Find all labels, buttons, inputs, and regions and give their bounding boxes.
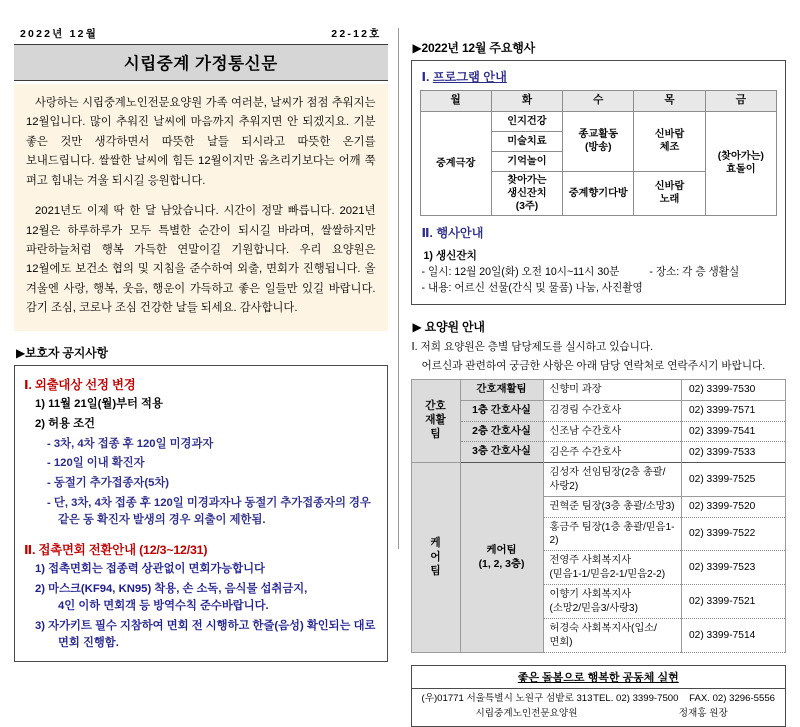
table-row	[411, 380, 786, 401]
cell-tue-program-2: 미술치료	[491, 131, 562, 151]
contact-phone: 02) 3399-7522	[682, 517, 786, 551]
footer-fax: FAX. 02) 3296-5556	[689, 693, 775, 705]
event-location: - 장소: 각 층 생활실	[649, 265, 740, 278]
cell-tue-program-1: 인지건강	[491, 111, 562, 131]
table-row	[411, 421, 786, 442]
team-label-nursing: 간호 재활 팀	[411, 380, 460, 463]
right-column	[405, 26, 787, 719]
notice-item: - 120일 이내 확진자	[47, 457, 145, 470]
team-label-care: 케 어 팀	[411, 463, 460, 653]
notice-item: 같은 동 확진자 발생의 경우 외출이 제한됨.	[58, 514, 266, 527]
events-heading: ▶2022년 12월 주요행사	[412, 41, 535, 55]
contact-phone: 02) 3399-7525	[682, 463, 786, 497]
contact-name: 김성자 선임팀장(2층 총괄/사랑2)	[543, 463, 682, 497]
notice-item: - 동절기 추가접종자(5차)	[47, 477, 170, 490]
contact-name: 권혁준 팀장(3층 총괄/소망3)	[543, 497, 682, 517]
intro-paragraph-1: 사랑하는 시립중계노인전문요양원 가족 여러분, 날씨가 점점 추워지는 12월입니다. 많이 추워진 날씨에 마음까지 추워지면 안 되겠지요. 기분 좋은 것만 생각하면서 따뜻한 날들 되시라고 따뜻한 온기를 보내드립니다. 쌀쌀한 날씨에 힘든 12월이지만 움츠리기보다는 어깨 쭉 펴고 힘내는 겨울 되시길 응원합니다.	[26, 97, 376, 187]
contact-phone: 02) 3399-7530	[682, 380, 786, 401]
contact-phone: 02) 3399-7523	[682, 551, 786, 585]
contact-phone: 02) 3399-7541	[682, 421, 786, 442]
notice-item: 4인 이하 면회객 등 방역수칙 준수바랍니다.	[58, 600, 269, 613]
contact-name: 이향기 사회복지사 (소망2/믿음3/사랑3)	[543, 585, 682, 619]
contact-phone: 02) 3399-7514	[682, 619, 786, 653]
notice-item: - 단, 3차, 4차 접종 후 120일 미경과자나 동절기 추가접종자의 경우	[47, 497, 371, 510]
role-label-care-team: 케어팀 (1, 2, 3층)	[460, 463, 543, 653]
contact-name: 전영주 사회복지사 (믿음1-1/믿음2-1/믿음2-2)	[543, 551, 682, 585]
contact-name: 신향미 과장	[543, 380, 682, 401]
guardian-notice-heading: ▶보호자 공지사항	[16, 345, 108, 360]
contact-phone: 02) 3399-7521	[682, 585, 786, 619]
event-content: - 내용: 어르신 선물(간식 및 물품) 나눔, 사진촬영	[421, 282, 643, 295]
role-label: 1층 간호사실	[460, 400, 543, 421]
contact-name: 김경림 수간호사	[543, 400, 682, 421]
cell-fri-program: (찾아가는) 효돌이	[705, 111, 776, 215]
notice-item: 3) 자가키트 필수 지참하여 면회 전 시행하고 한줄(음성) 확인되는 대로	[35, 620, 376, 633]
footer-slogan	[412, 666, 786, 689]
contact-name: 허경숙 사회복지사(입소/면회)	[543, 619, 682, 653]
footer-slogan-text: 좋은 돌봄으로 행복한 공동체 실현	[517, 672, 679, 685]
event-section-label: 행사안내	[436, 225, 484, 240]
event-detail-content-row	[422, 281, 778, 296]
event-datetime: - 일시: 12월 20일(화) 오전 10시~11시 30분	[421, 265, 620, 278]
cell-wed-program-1: 종교활동 (방송)	[563, 111, 634, 171]
footer-address: (우)01771 서울특별시 노원구 섬밭로 313	[421, 693, 593, 705]
notice-item: 1) 11월 21일(월)부터 적용	[35, 397, 163, 410]
notice-item: 2) 허용 조건	[35, 417, 95, 430]
cell-mon-program: 중계극장	[420, 111, 491, 215]
footer-tel: TEL. 02) 3399-7500	[593, 693, 679, 705]
contact-phone: 02) 3399-7520	[682, 497, 786, 517]
left-column	[14, 26, 396, 649]
column-divider	[398, 28, 399, 549]
care-guide-block	[411, 339, 787, 653]
footer-tel-fax	[593, 692, 775, 707]
event-detail-datetime-row	[422, 265, 778, 280]
contact-phone: 02) 3399-7533	[682, 442, 786, 463]
notice-item: 면회 진행함.	[58, 636, 119, 649]
cell-thu-program-2: 신바람 노래	[634, 171, 705, 215]
masthead-line	[14, 26, 388, 44]
contact-name: 홍금주 팀장(1층 총괄/믿음1-2)	[543, 517, 682, 551]
table-row	[411, 400, 786, 421]
column-header-fri: 금	[705, 91, 776, 112]
event-section-title	[422, 224, 778, 241]
column-header-thu: 목	[634, 91, 705, 112]
footer-body	[412, 689, 786, 726]
program-table	[420, 90, 778, 216]
issue-number: 22-12호	[331, 28, 382, 40]
contact-name: 신조남 수간호사	[543, 421, 682, 442]
notice-item: 1) 접촉면회는 접종력 상관없이 면회가능합니다	[35, 563, 265, 576]
column-header-wed: 수	[563, 91, 634, 112]
footer-contact-row	[422, 692, 776, 707]
role-label: 3층 간호사실	[460, 442, 543, 463]
contacts-table	[411, 379, 787, 653]
intro-paragraph-2: 2021년도 이제 딱 한 달 남았습니다. 시간이 정말 빠릅니다. 2021년 12월은 하루하루가 모두 특별한 순간이 되시길 바라며, 쌀쌀하지만 파란하늘처럼 행복 가득한 연말이길 기원합니다. 우리 요양원은 12월에도 보건소 협의 및 지침을 준수하여 외출, 면회가 진행됩니다. 올 겨울엔 사랑, 행복, 웃음, 행운이 가득하고 좋은 일들만 있길 바랍니다. 감기 조심, 코로나 조심 건강한 날들 되세요. 감사합니다.	[26, 205, 376, 315]
table-row	[420, 111, 777, 131]
issue-date: 2022년 12월	[20, 28, 99, 40]
table-row	[411, 442, 786, 463]
column-header-tue: 화	[491, 91, 562, 112]
table-row	[411, 463, 786, 497]
footer-director: 정재홍 원장	[678, 708, 728, 719]
contact-phone: 02) 3399-7571	[682, 400, 786, 421]
notice-item: 2) 마스크(KF94, KN95) 착용, 손 소독, 음식물 섭취금지,	[35, 583, 308, 596]
events-box	[411, 60, 787, 305]
footer-box	[411, 665, 787, 727]
notice-section-1-title: Ⅰ. 외출대상 선정 변경	[24, 377, 136, 392]
contact-name: 김은주 수간호사	[543, 442, 682, 463]
column-header-mon: 월	[420, 91, 491, 112]
cell-tue-program-3: 기억놀이	[491, 151, 562, 171]
role-label: 2층 간호사실	[460, 421, 543, 442]
program-section-number: Ⅰ.	[421, 70, 430, 84]
cell-wed-program-2: 중계향기다방	[563, 171, 634, 215]
care-guide-intro-1: Ⅰ. 저희 요양원은 층별 담당제도를 실시하고 있습니다.	[411, 341, 654, 354]
intro-message	[14, 84, 388, 331]
program-section-label: 프로그램 안내	[432, 70, 507, 84]
care-guide-heading: ▶ 요양원 안내	[412, 320, 485, 335]
page-title: 시립중계 가정통신문	[14, 44, 388, 81]
footer-org-row	[422, 707, 776, 722]
guardian-notice-box	[14, 365, 388, 662]
program-section-title	[422, 68, 778, 85]
footer-org: 시립중계노인전문요양원	[475, 708, 578, 719]
table-header-row	[420, 91, 777, 112]
event-section-number: Ⅱ.	[421, 225, 433, 240]
notice-item: - 3차, 4차 접종 후 120일 미경과자	[47, 437, 214, 450]
notice-section-2-title: Ⅱ. 접촉면회 전환안내 (12/3~12/31)	[24, 543, 208, 558]
role-label: 간호재활팀	[460, 380, 543, 401]
care-guide-intro-2: 어르신과 관련하여 궁금한 사항은 아래 담당 연락처로 연락주시기 바랍니다.	[421, 359, 766, 372]
cell-thu-program-1: 신바람 체조	[634, 111, 705, 171]
event-subtitle: 1) 생신잔치	[423, 249, 477, 262]
cell-tue-program-4: 찾아가는 생신잔치 (3주)	[491, 171, 562, 215]
